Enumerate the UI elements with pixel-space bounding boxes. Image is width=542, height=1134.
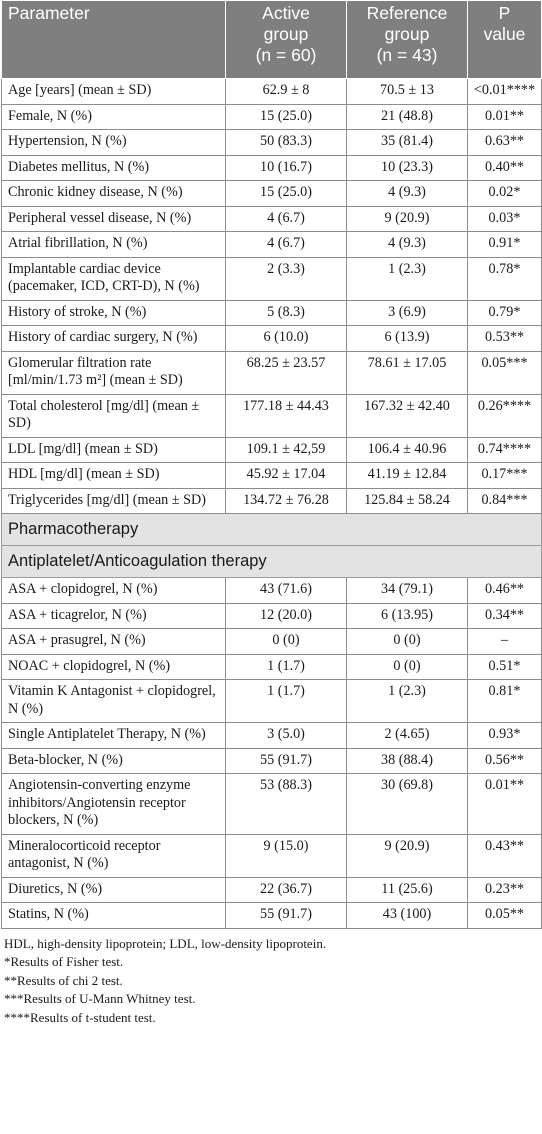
cell-parameter: Hypertension, N (%): [2, 130, 226, 156]
cell-p-value: 0.23**: [468, 877, 542, 903]
cell-parameter: ASA + clopidogrel, N (%): [2, 578, 226, 604]
cell-parameter: Peripheral vessel disease, N (%): [2, 206, 226, 232]
cell-parameter: Atrial fibrillation, N (%): [2, 232, 226, 258]
cell-reference-group: 167.32 ± 42.40: [347, 394, 468, 437]
cell-reference-group: 4 (9.3): [347, 181, 468, 207]
cell-parameter: Total cholesterol [mg/dl] (mean ± SD): [2, 394, 226, 437]
table-row: [2, 463, 542, 489]
table-row: [2, 155, 542, 181]
cell-active-group: 4 (6.7): [226, 232, 347, 258]
cell-p-value: 0.17***: [468, 463, 542, 489]
cell-reference-group: 6 (13.9): [347, 326, 468, 352]
cell-reference-group: 70.5 ± 13: [347, 79, 468, 105]
cell-active-group: 5 (8.3): [226, 300, 347, 326]
cell-parameter: HDL [mg/dl] (mean ± SD): [2, 463, 226, 489]
cell-p-value: 0.03*: [468, 206, 542, 232]
table-row: [2, 680, 542, 723]
cell-p-value: 0.93*: [468, 723, 542, 749]
table-row: [2, 104, 542, 130]
cell-active-group: 2 (3.3): [226, 257, 347, 300]
cell-parameter: Implantable cardiac device (pacemaker, ICD, CRT-D), N (%): [2, 257, 226, 300]
cell-reference-group: 38 (88.4): [347, 748, 468, 774]
cell-active-group: 50 (83.3): [226, 130, 347, 156]
cell-active-group: 1 (1.7): [226, 680, 347, 723]
cell-reference-group: 35 (81.4): [347, 130, 468, 156]
cell-p-value: 0.34**: [468, 603, 542, 629]
table-row: [2, 257, 542, 300]
cell-parameter: Single Antiplatelet Therapy, N (%): [2, 723, 226, 749]
table-row: [2, 748, 542, 774]
table-row: [2, 629, 542, 655]
cell-active-group: 1 (1.7): [226, 654, 347, 680]
table-row: [2, 351, 542, 394]
section-row-pharmacotherapy: [2, 514, 542, 546]
cell-p-value: 0.56**: [468, 748, 542, 774]
cell-p-value: 0.63**: [468, 130, 542, 156]
table-body-sections: [2, 514, 542, 578]
table-row: [2, 394, 542, 437]
cell-parameter: Female, N (%): [2, 104, 226, 130]
header-parameter: Parameter: [2, 1, 226, 79]
cell-parameter: History of cardiac surgery, N (%): [2, 326, 226, 352]
cell-reference-group: 125.84 ± 58.24: [347, 488, 468, 514]
baseline-characteristics-table: [1, 0, 542, 929]
cell-p-value: 0.02*: [468, 181, 542, 207]
footnote: *Results of Fisher test.: [4, 954, 124, 969]
cell-p-value: 0.91*: [468, 232, 542, 258]
cell-active-group: 15 (25.0): [226, 104, 347, 130]
cell-parameter: History of stroke, N (%): [2, 300, 226, 326]
cell-p-value: 0.40**: [468, 155, 542, 181]
table-body-characteristics: [2, 79, 542, 514]
cell-active-group: 9 (15.0): [226, 834, 347, 877]
cell-p-value: 0.78*: [468, 257, 542, 300]
cell-p-value: 0.01**: [468, 104, 542, 130]
cell-reference-group: 11 (25.6): [347, 877, 468, 903]
cell-reference-group: 9 (20.9): [347, 206, 468, 232]
section-title: Antiplatelet/Anticoagulation therapy: [2, 546, 542, 578]
cell-p-value: 0.51*: [468, 654, 542, 680]
table-row: [2, 300, 542, 326]
cell-parameter: Angiotensin-converting enzyme inhibitors/Angiotensin receptor blockers, N (%): [2, 774, 226, 835]
cell-active-group: 55 (91.7): [226, 748, 347, 774]
section-title: Pharmacotherapy: [2, 514, 542, 546]
cell-reference-group: 1 (2.3): [347, 680, 468, 723]
table-row: [2, 774, 542, 835]
table-row: [2, 654, 542, 680]
footnote: ****Results of t-student test.: [4, 1009, 156, 1025]
table-row: [2, 723, 542, 749]
cell-reference-group: 0 (0): [347, 654, 468, 680]
cell-p-value: 0.81*: [468, 680, 542, 723]
cell-parameter: Diuretics, N (%): [2, 877, 226, 903]
cell-reference-group: 34 (79.1): [347, 578, 468, 604]
table-row: [2, 877, 542, 903]
cell-active-group: 0 (0): [226, 629, 347, 655]
cell-parameter: ASA + ticagrelor, N (%): [2, 603, 226, 629]
cell-active-group: 3 (5.0): [226, 723, 347, 749]
cell-p-value: 0.84***: [468, 488, 542, 514]
cell-parameter: Age [years] (mean ± SD): [2, 79, 226, 105]
cell-parameter: Diabetes mellitus, N (%): [2, 155, 226, 181]
table-row: [2, 206, 542, 232]
footnote: HDL, high-density lipoprotein; LDL, low-density lipoprotein.: [4, 935, 327, 951]
footnote: **Results of chi 2 test.: [4, 972, 123, 988]
cell-parameter: Mineralocorticoid receptor antagonist, N (%): [2, 834, 226, 877]
table-row: [2, 834, 542, 877]
cell-p-value: 0.26****: [468, 394, 542, 437]
cell-active-group: 109.1 ± 42,59: [226, 437, 347, 463]
cell-reference-group: 4 (9.3): [347, 232, 468, 258]
cell-reference-group: 0 (0): [347, 629, 468, 655]
table-row: [2, 130, 542, 156]
cell-reference-group: 10 (23.3): [347, 155, 468, 181]
header-p-value: P value: [468, 1, 542, 79]
cell-parameter: Glomerular filtration rate [ml/min/1.73 m²] (mean ± SD): [2, 351, 226, 394]
cell-active-group: 62.9 ± 8: [226, 79, 347, 105]
header-reference-group: Reference group (n = 43): [347, 1, 468, 79]
cell-p-value: 0.74****: [468, 437, 542, 463]
cell-active-group: 55 (91.7): [226, 903, 347, 929]
cell-reference-group: 2 (4.65): [347, 723, 468, 749]
table-row: [2, 488, 542, 514]
cell-active-group: 177.18 ± 44.43: [226, 394, 347, 437]
cell-reference-group: 3 (6.9): [347, 300, 468, 326]
cell-parameter: ASA + prasugrel, N (%): [2, 629, 226, 655]
cell-reference-group: 6 (13.95): [347, 603, 468, 629]
cell-reference-group: 30 (69.8): [347, 774, 468, 835]
table-row: [2, 903, 542, 929]
cell-active-group: 22 (36.7): [226, 877, 347, 903]
cell-p-value: 0.05**: [468, 903, 542, 929]
footnote: ***Results of U-Mann Whitney test.: [4, 991, 196, 1006]
cell-parameter: NOAC + clopidogrel, N (%): [2, 654, 226, 680]
cell-parameter: Triglycerides [mg/dl] (mean ± SD): [2, 488, 226, 514]
cell-active-group: 53 (88.3): [226, 774, 347, 835]
cell-parameter: Chronic kidney disease, N (%): [2, 181, 226, 207]
cell-reference-group: 106.4 ± 40.96: [347, 437, 468, 463]
cell-reference-group: 1 (2.3): [347, 257, 468, 300]
table-header-row: [2, 1, 542, 79]
cell-p-value: 0.79*: [468, 300, 542, 326]
cell-reference-group: 41.19 ± 12.84: [347, 463, 468, 489]
cell-active-group: 10 (16.7): [226, 155, 347, 181]
cell-reference-group: 21 (48.8): [347, 104, 468, 130]
cell-p-value: 0.53**: [468, 326, 542, 352]
cell-active-group: 15 (25.0): [226, 181, 347, 207]
cell-active-group: 4 (6.7): [226, 206, 347, 232]
table-row: [2, 79, 542, 105]
cell-p-value: 0.05***: [468, 351, 542, 394]
cell-active-group: 45.92 ± 17.04: [226, 463, 347, 489]
cell-active-group: 43 (71.6): [226, 578, 347, 604]
cell-active-group: 134.72 ± 76.28: [226, 488, 347, 514]
cell-active-group: 6 (10.0): [226, 326, 347, 352]
cell-parameter: Vitamin K Antagonist + clopidogrel, N (%): [2, 680, 226, 723]
cell-parameter: Statins, N (%): [2, 903, 226, 929]
cell-parameter: LDL [mg/dl] (mean ± SD): [2, 437, 226, 463]
table-body-pharmacotherapy: [2, 578, 542, 929]
cell-parameter: Beta-blocker, N (%): [2, 748, 226, 774]
table-row: [2, 437, 542, 463]
cell-p-value: –: [468, 629, 542, 655]
table-row: [2, 578, 542, 604]
cell-p-value: 0.01**: [468, 774, 542, 835]
table-row: [2, 603, 542, 629]
cell-p-value: 0.43**: [468, 834, 542, 877]
cell-p-value: <0.01****: [468, 79, 542, 105]
table-footnotes: [4, 935, 538, 1028]
cell-reference-group: 78.61 ± 17.05: [347, 351, 468, 394]
section-row-antiplatelet: [2, 546, 542, 578]
cell-reference-group: 43 (100): [347, 903, 468, 929]
header-active-group: Active group (n = 60): [226, 1, 347, 79]
cell-reference-group: 9 (20.9): [347, 834, 468, 877]
table-row: [2, 181, 542, 207]
table-row: [2, 232, 542, 258]
cell-active-group: 68.25 ± 23.57: [226, 351, 347, 394]
cell-active-group: 12 (20.0): [226, 603, 347, 629]
table-row: [2, 326, 542, 352]
cell-p-value: 0.46**: [468, 578, 542, 604]
